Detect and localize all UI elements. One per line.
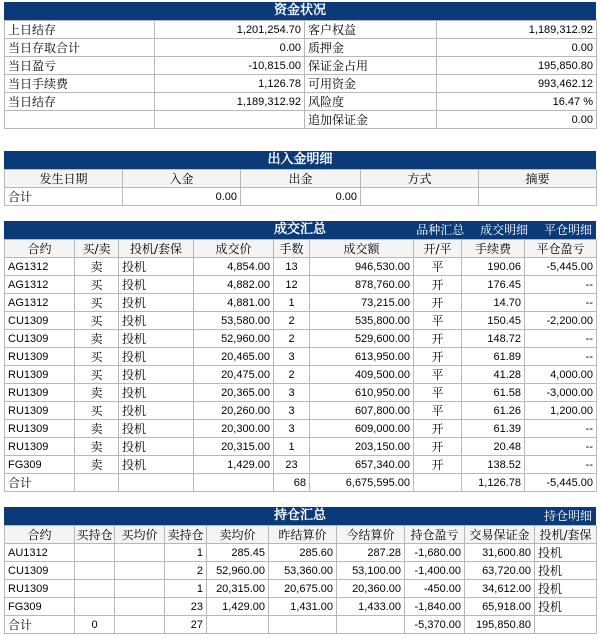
trades-cell: -3,000.00	[525, 384, 597, 402]
trades-col-header: 手续费	[462, 240, 525, 258]
funds-row	[5, 111, 597, 129]
positions-col-header: 今结算价	[337, 526, 405, 544]
trades-cell: 2	[274, 330, 310, 348]
positions-col-header: 买持仓	[76, 527, 113, 542]
positions-total-cell	[115, 616, 165, 634]
trades-row	[5, 330, 597, 348]
trades-cell: 20.48	[462, 438, 525, 456]
trades-cell: CU1309	[5, 330, 75, 348]
trades-cell: RU1309	[5, 384, 75, 402]
positions-row	[5, 562, 597, 580]
trades-cell: 买	[75, 402, 119, 420]
trades-cell: 878,760.00	[310, 276, 414, 294]
trades-cell: 61.39	[462, 420, 525, 438]
positions-table	[4, 525, 597, 634]
trades-cell: 卖	[75, 258, 119, 276]
trades-cell: 1	[274, 438, 310, 456]
trades-cell: 20,465.00	[194, 348, 274, 366]
trades-cell: 61.58	[462, 384, 525, 402]
trades-total-cell	[75, 474, 119, 492]
positions-col-header: 持仓盈亏	[405, 526, 465, 544]
trades-cell: 2	[274, 312, 310, 330]
funds-label: 当日盈亏	[5, 57, 155, 75]
trades-row	[5, 438, 597, 456]
trades-cell: 投机	[119, 366, 194, 384]
trades-cell: 开	[414, 456, 462, 474]
positions-cell	[75, 598, 115, 616]
positions-cell: 53,360.00	[269, 562, 337, 580]
deposits-title: 出入金明细	[4, 151, 596, 169]
positions-links	[532, 507, 592, 525]
trades-row	[5, 276, 597, 294]
funds-label: 追加保证金	[305, 111, 437, 129]
trades-cell: RU1309	[5, 402, 75, 420]
trades-cell: 平	[414, 384, 462, 402]
trades-cell: -5,445.00	[525, 258, 597, 276]
trades-cell: 609,000.00	[310, 420, 414, 438]
trades-cell: 1	[274, 294, 310, 312]
trades-cell: 41.28	[462, 366, 525, 384]
deposits-total-row	[5, 188, 597, 206]
funds-value: 1,126.78	[155, 75, 305, 93]
trades-cell: 138.52	[462, 456, 525, 474]
trades-cell: AG1312	[5, 258, 75, 276]
trades-cell: 20,300.00	[194, 420, 274, 438]
trades-cell: 150.45	[462, 312, 525, 330]
trades-row	[5, 402, 597, 420]
positions-row	[5, 580, 597, 598]
funds-title: 资金状况	[4, 2, 596, 20]
trades-total-cell	[194, 474, 274, 492]
trades-cell: 13	[274, 258, 310, 276]
trades-cell: 开	[414, 348, 462, 366]
positions-total-cell	[337, 616, 405, 634]
trades-section	[4, 221, 596, 492]
positions-col-header: 交易保证金	[465, 526, 535, 544]
funds-section	[4, 2, 596, 129]
trades-total-cell	[119, 474, 194, 492]
trades-cell: 买	[75, 294, 119, 312]
trades-cell: 平	[414, 366, 462, 384]
trades-cell: 52,960.00	[194, 330, 274, 348]
positions-cell: 287.28	[337, 544, 405, 562]
positions-cell	[75, 562, 115, 580]
positions-cell: 63,720.00	[465, 562, 535, 580]
trades-cell: 投机	[119, 312, 194, 330]
trades-row	[5, 348, 597, 366]
positions-cell	[115, 580, 165, 598]
trades-cell: 53,580.00	[194, 312, 274, 330]
positions-cell: 1,433.00	[337, 598, 405, 616]
trades-cell: 20,365.00	[194, 384, 274, 402]
link-close-detail[interactable]: 平仓明细	[543, 223, 592, 237]
positions-header-row	[5, 526, 597, 544]
funds-value: 993,462.12	[437, 75, 597, 93]
trades-cell: AG1312	[5, 294, 75, 312]
funds-label: 风险度	[305, 93, 437, 111]
funds-value: 0.00	[155, 39, 305, 57]
trades-cell: 946,530.00	[310, 258, 414, 276]
trades-col-header: 平仓盈亏	[525, 240, 597, 258]
funds-value: 195,850.80	[437, 57, 597, 75]
positions-total-cell: -5,370.00	[405, 616, 465, 634]
positions-cell	[115, 544, 165, 562]
trades-cell: 610,950.00	[310, 384, 414, 402]
trades-cell: 卖	[75, 438, 119, 456]
trades-cell: 20,315.00	[194, 438, 274, 456]
deposits-col-header: 出金	[241, 170, 361, 188]
trades-cell: 4,882.00	[194, 276, 274, 294]
trades-total-cell: 68	[274, 474, 310, 492]
deposits-total-note	[479, 188, 597, 206]
funds-label: 质押金	[305, 39, 437, 57]
positions-total-cell: 合计	[5, 616, 75, 634]
positions-cell: 53,100.00	[337, 562, 405, 580]
deposits-section	[4, 151, 596, 206]
trades-cell: 529,600.00	[310, 330, 414, 348]
trades-cell: 3	[274, 384, 310, 402]
link-position-detail[interactable]: 持仓明细	[543, 509, 592, 523]
trades-cell: 20,260.00	[194, 402, 274, 420]
trades-cell: 卖	[75, 420, 119, 438]
positions-total-cell: 0	[75, 616, 115, 634]
trades-total-cell: 1,126.78	[462, 474, 525, 492]
funds-row	[5, 93, 597, 111]
trades-total-cell	[414, 474, 462, 492]
positions-cell: 投机	[535, 544, 597, 562]
trades-cell: 投机	[119, 420, 194, 438]
positions-total-cell	[207, 616, 269, 634]
positions-cell	[115, 562, 165, 580]
trades-cell: --	[525, 456, 597, 474]
positions-total-cell: 27	[165, 616, 207, 634]
link-trade-detail[interactable]: 成交明细	[480, 223, 529, 237]
funds-row	[5, 57, 597, 75]
positions-cell: 20,360.00	[337, 580, 405, 598]
trades-cell: 4,854.00	[194, 258, 274, 276]
positions-col-header: 昨结算价	[269, 526, 337, 544]
trades-cell: 平	[414, 402, 462, 420]
funds-row	[5, 39, 597, 57]
positions-cell: 1	[165, 544, 207, 562]
link-product-summary[interactable]: 品种汇总	[416, 223, 465, 237]
trades-cell: 190.06	[462, 258, 525, 276]
positions-cell: RU1309	[5, 580, 75, 598]
funds-value: 1,189,312.92	[437, 21, 597, 39]
positions-cell: 65,918.00	[465, 598, 535, 616]
funds-label: 保证金占用	[305, 57, 437, 75]
trades-cell: 开	[414, 276, 462, 294]
trades-cell: RU1309	[5, 420, 75, 438]
deposits-col-header: 发生日期	[5, 170, 123, 188]
positions-row	[5, 544, 597, 562]
positions-cell: 投机	[535, 580, 597, 598]
trades-cell: --	[525, 294, 597, 312]
trades-cell: 61.89	[462, 348, 525, 366]
trades-cell: 409,500.00	[310, 366, 414, 384]
deposits-total-in: 0.00	[123, 188, 241, 206]
trades-cell: 4,881.00	[194, 294, 274, 312]
trades-cell: 平	[414, 258, 462, 276]
trades-col-header: 手数	[274, 240, 310, 258]
deposits-total-out: 0.00	[241, 188, 361, 206]
trades-cell: --	[525, 438, 597, 456]
funds-value: -10,815.00	[155, 57, 305, 75]
trades-cell: 20,475.00	[194, 366, 274, 384]
positions-col-header: 合约	[5, 526, 75, 544]
positions-cell: 285.45	[207, 544, 269, 562]
trades-total-cell: -5,445.00	[525, 474, 597, 492]
positions-cell: AU1312	[5, 544, 75, 562]
trades-cell: 613,950.00	[310, 348, 414, 366]
funds-label	[5, 111, 155, 129]
positions-cell	[75, 544, 115, 562]
trades-cell: 卖	[75, 456, 119, 474]
trades-cell: 买	[75, 348, 119, 366]
trades-cell: 61.26	[462, 402, 525, 420]
funds-value: 16.47 %	[437, 93, 597, 111]
deposits-col-header: 方式	[361, 170, 479, 188]
trades-cell: 卖	[75, 384, 119, 402]
trades-row	[5, 420, 597, 438]
positions-cell: 投机	[535, 598, 597, 616]
trades-row	[5, 312, 597, 330]
trades-cell: 买	[75, 312, 119, 330]
positions-cell	[75, 580, 115, 598]
positions-cell: 285.60	[269, 544, 337, 562]
funds-label: 当日手续费	[5, 75, 155, 93]
positions-col-header: 买均价	[115, 526, 165, 544]
positions-cell: 34,612.00	[465, 580, 535, 598]
trades-row	[5, 366, 597, 384]
trades-col-header: 投机/套保	[119, 240, 194, 258]
trades-cell: RU1309	[5, 438, 75, 456]
trades-cell: 投机	[119, 330, 194, 348]
trades-cell: 23	[274, 456, 310, 474]
trades-cell: 3	[274, 420, 310, 438]
trades-col-header: 合约	[5, 240, 75, 258]
funds-value: 1,201,254.70	[155, 21, 305, 39]
funds-value: 0.00	[437, 111, 597, 129]
funds-label: 上日结存	[5, 21, 155, 39]
funds-label: 当日存取合计	[5, 39, 155, 57]
positions-header	[4, 507, 596, 525]
trades-total-cell: 6,675,595.00	[310, 474, 414, 492]
trades-cell: 3	[274, 348, 310, 366]
positions-title: 持仓汇总	[273, 508, 326, 523]
funds-row	[5, 21, 597, 39]
trades-col-header: 买/卖	[75, 240, 119, 258]
trades-cell: --	[525, 420, 597, 438]
positions-cell: 31,600.80	[465, 544, 535, 562]
trades-cell: 开	[414, 294, 462, 312]
trades-cell: --	[525, 348, 597, 366]
deposits-col-header: 摘要	[479, 170, 597, 188]
trades-cell: 投机	[119, 348, 194, 366]
trades-cell: 投机	[119, 402, 194, 420]
deposits-total-method	[361, 188, 479, 206]
trades-cell: --	[525, 276, 597, 294]
positions-cell: CU1309	[5, 562, 75, 580]
positions-cell: -1,840.00	[405, 598, 465, 616]
trades-cell: 投机	[119, 258, 194, 276]
trades-cell: 投机	[119, 456, 194, 474]
positions-cell: 投机	[535, 562, 597, 580]
trades-cell: 4,000.00	[525, 366, 597, 384]
trades-title: 成交汇总	[273, 222, 326, 237]
trades-row	[5, 294, 597, 312]
deposits-col-header: 入金	[123, 170, 241, 188]
trades-cell: RU1309	[5, 348, 75, 366]
trades-cell: 买	[75, 276, 119, 294]
positions-col-header: 投机/套保	[535, 526, 597, 544]
trades-col-header: 成交价	[194, 240, 274, 258]
trades-cell: 投机	[119, 276, 194, 294]
trades-col-header: 开/平	[414, 240, 462, 258]
trades-cell: 3	[274, 402, 310, 420]
trades-links	[404, 221, 592, 239]
trades-cell: RU1309	[5, 366, 75, 384]
trades-cell: 148.72	[462, 330, 525, 348]
trades-cell: 535,800.00	[310, 312, 414, 330]
trades-cell: FG309	[5, 456, 75, 474]
trades-cell: 开	[414, 420, 462, 438]
trades-cell: -2,200.00	[525, 312, 597, 330]
positions-cell: 1,431.00	[269, 598, 337, 616]
positions-col-header: 卖均价	[207, 526, 269, 544]
funds-table	[4, 20, 597, 129]
positions-cell: 1	[165, 580, 207, 598]
trades-cell: 投机	[119, 384, 194, 402]
funds-value	[155, 111, 305, 129]
positions-row	[5, 598, 597, 616]
trades-cell: 176.45	[462, 276, 525, 294]
positions-cell: 20,675.00	[269, 580, 337, 598]
positions-total-cell	[269, 616, 337, 634]
positions-col-header: 卖持仓	[165, 526, 207, 544]
funds-row	[5, 75, 597, 93]
trades-cell: 平	[414, 312, 462, 330]
trades-header	[4, 221, 596, 239]
trades-header-row	[5, 240, 597, 258]
positions-total-row	[5, 616, 597, 634]
trades-cell: 607,800.00	[310, 402, 414, 420]
funds-value: 1,189,312.92	[155, 93, 305, 111]
funds-label: 当日结存	[5, 93, 155, 111]
positions-cell: 1,429.00	[207, 598, 269, 616]
trades-row	[5, 258, 597, 276]
trades-cell: 投机	[119, 294, 194, 312]
trades-row	[5, 456, 597, 474]
positions-cell: -450.00	[405, 580, 465, 598]
trades-cell: 657,340.00	[310, 456, 414, 474]
trades-cell: CU1309	[5, 312, 75, 330]
trades-cell: 1,429.00	[194, 456, 274, 474]
trades-cell: 14.70	[462, 294, 525, 312]
positions-cell: 20,315.00	[207, 580, 269, 598]
trades-cell: 1,200.00	[525, 402, 597, 420]
deposits-table	[4, 169, 597, 206]
positions-cell: FG309	[5, 598, 75, 616]
trades-cell: AG1312	[5, 276, 75, 294]
trades-cell: 73,215.00	[310, 294, 414, 312]
trades-table	[4, 239, 597, 492]
positions-cell: -1,680.00	[405, 544, 465, 562]
trades-cell: 12	[274, 276, 310, 294]
trades-total-row	[5, 474, 597, 492]
trades-col-header: 成交额	[310, 240, 414, 258]
positions-cell: -1,400.00	[405, 562, 465, 580]
trades-row	[5, 384, 597, 402]
trades-cell: 203,150.00	[310, 438, 414, 456]
deposits-total-label: 合计	[5, 188, 123, 206]
trades-cell: 买	[75, 366, 119, 384]
positions-cell: 52,960.00	[207, 562, 269, 580]
trades-cell: 投机	[119, 438, 194, 456]
trades-cell: 开	[414, 438, 462, 456]
trades-total-cell: 合计	[5, 474, 75, 492]
positions-cell	[115, 598, 165, 616]
trades-cell: 开	[414, 330, 462, 348]
funds-label: 客户权益	[305, 21, 437, 39]
funds-label: 可用资金	[305, 75, 437, 93]
positions-cell: 2	[165, 562, 207, 580]
funds-value: 0.00	[437, 39, 597, 57]
trades-cell: 卖	[75, 330, 119, 348]
trades-cell: --	[525, 330, 597, 348]
trades-cell: 2	[274, 366, 310, 384]
positions-total-cell	[535, 616, 597, 634]
positions-total-cell: 195,850.80	[465, 616, 535, 634]
positions-section	[4, 507, 596, 634]
positions-cell: 23	[165, 598, 207, 616]
deposits-header-row	[5, 170, 597, 188]
